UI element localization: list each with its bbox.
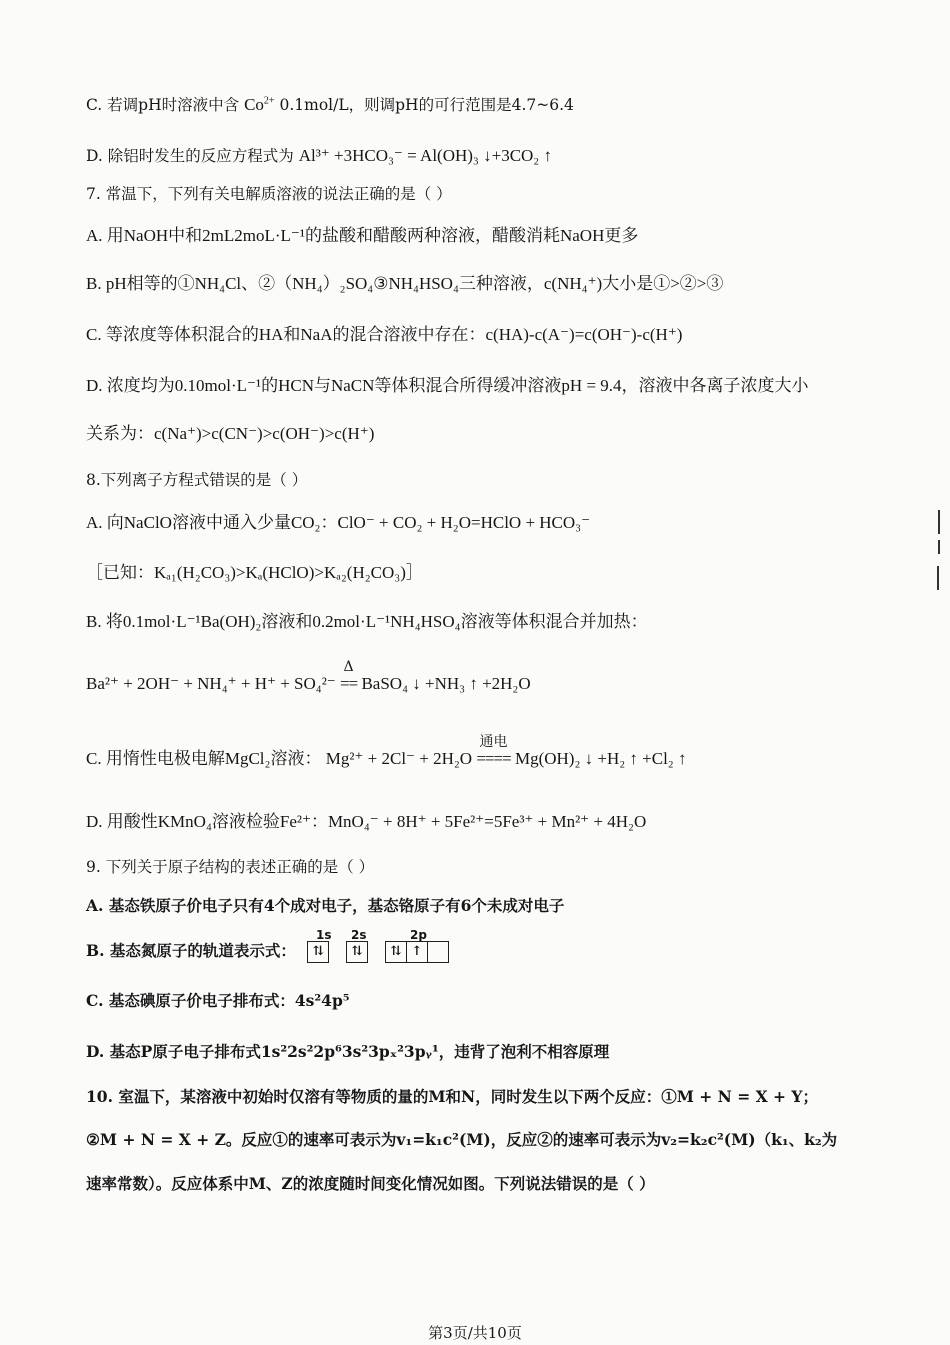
heat-symbol: Δ xyxy=(343,659,354,675)
option-label: C. xyxy=(86,96,103,114)
orbital-label-1s: 1s xyxy=(316,928,332,942)
q8-option-a-line2: ［已知：Kₐ₁(H₂CO₃)>Kₐ(HClO)>Kₐ₂(H₂CO₃)］ xyxy=(86,563,423,582)
electrolysis-arrow: 通电 ==== xyxy=(476,748,510,770)
q8-stem: 8.下列离子方程式错误的是（ ） xyxy=(86,471,308,489)
orbital-diagram xyxy=(307,940,449,963)
orbital-label-2s: 2s xyxy=(351,928,367,942)
q7-option-d-line1: D. 浓度均为0.10mol·L⁻¹的HCN与NaCN等体积混合所得缓冲溶液pH = 9.4，溶液中各离子浓度大小 xyxy=(86,376,809,395)
option-text-tail: 0.1mol/L，则调pH的可行范围是4.7~6.4 xyxy=(279,96,574,114)
orbital-2s: ⇅ xyxy=(346,941,368,963)
electrolysis-label: 通电 xyxy=(479,734,508,750)
q7-option-a: A. 用NaOH中和2mL2moL·L⁻¹的盐酸和醋酸两种溶液，醋酸消耗NaOH更多 xyxy=(86,226,639,245)
option-text: C. 用惰性电极电解MgCl₂溶液： xyxy=(86,749,322,768)
q6-option-d xyxy=(86,145,552,167)
orbital-2p-2: ↑ xyxy=(407,941,428,963)
q10-line2: ②M + N = X + Z。反应①的速率可表示为v₁=k₁c²(M)，反应②的速率可表示为v₂=k₂c²(M)（k₁、k₂为 xyxy=(86,1130,838,1149)
heat-arrow: Δ == xyxy=(340,673,357,695)
option-text: B. 基态氮原子的轨道表示式： xyxy=(86,941,296,960)
q9-option-d: D. 基态P原子电子排布式1s²2s²2p⁶3s²3pₓ²3pᵧ¹，违背了泡利不相容原理 xyxy=(86,1042,610,1061)
equation-left: Ba²⁺ + 2OH⁻ + NH₄⁺ + H⁺ + SO₄²⁻ xyxy=(86,674,336,693)
scan-mark xyxy=(938,510,940,534)
q9-stem: 9. 下列关于原子结构的表述正确的是（ ） xyxy=(86,858,375,876)
orbital-2p-1: ⇅ xyxy=(385,941,407,963)
q7-option-d-line2: 关系为：c(Na⁺)>c(CN⁻)>c(OH⁻)>c(H⁺) xyxy=(86,424,375,443)
q8-option-b-line1: B. 将0.1mol·L⁻¹Ba(OH)₂溶液和0.2mol·L⁻¹NH₄HSO₄溶液等体积混合并加热： xyxy=(86,612,648,631)
q7-option-b: B. pH相等的①NH₄Cl、②（NH₄）₂SO₄③NH₄HSO₄三种溶液，c(NH₄⁺)大小是①>②>③ xyxy=(86,274,724,293)
page-footer: 第3页/共10页 xyxy=(428,1324,522,1342)
equation-right: BaSO₄ ↓ +NH₃ ↑ +2H₂O xyxy=(361,674,531,693)
equation-right: Mg(OH)₂ ↓ +H₂ ↑ +Cl₂ ↑ xyxy=(514,749,687,768)
q8-option-b-equation xyxy=(86,659,531,695)
orbital-label-2p: 2p xyxy=(410,928,427,942)
q9-option-b xyxy=(86,940,449,963)
equation-left: Mg²⁺ + 2Cl⁻ + 2H₂O xyxy=(325,749,473,768)
q9-option-a: A. 基态铁原子价电子只有4个成对电子，基态铬原子有6个未成对电子 xyxy=(86,896,565,915)
scan-mark xyxy=(938,540,940,554)
q9-option-c: C. 基态碘原子价电子排布式：4s²4p⁵ xyxy=(86,991,350,1010)
q7-option-c: C. 等浓度等体积混合的HA和NaA的混合溶液中存在：c(HA)-c(A⁻)=c(OH⁻)-c(H⁺) xyxy=(86,325,683,344)
orbital-2p-3 xyxy=(428,941,449,963)
q10-line3: 速率常数）。反应体系中M、Z的浓度随时间变化情况如图。下列说法错误的是（ ） xyxy=(86,1174,655,1193)
option-text: 除铝时发生的反应方程式为 xyxy=(107,147,294,165)
option-text: 若调pH时溶液中含 xyxy=(107,96,240,114)
q8-option-d: D. 用酸性KMnO₄溶液检验Fe²⁺：MnO₄⁻ + 8H⁺ + 5Fe²⁺=5Fe³⁺ + Mn²⁺ + 4H₂O xyxy=(86,812,647,831)
q7-stem: 7. 常温下，下列有关电解质溶液的说法正确的是（ ） xyxy=(86,185,452,203)
q8-option-c xyxy=(86,734,687,770)
equation: Al³⁺ +3HCO₃⁻ = Al(OH)₃ ↓+3CO₂ ↑ xyxy=(298,146,552,165)
orbital-1s: ⇅ xyxy=(307,941,329,963)
q10-line1: 10. 室温下，某溶液中初始时仅溶有等物质的量的M和N，同时发生以下两个反应：①M + N = X + Y； xyxy=(86,1087,818,1106)
option-label: D. xyxy=(86,147,103,165)
scan-mark xyxy=(937,566,939,590)
q6-option-c xyxy=(86,94,574,116)
cobalt-ion: $Co^{2+}$ xyxy=(244,95,275,114)
q8-option-a-line1: A. 向NaClO溶液中通入少量CO₂：ClO⁻ + CO₂ + H₂O=HClO + HCO₃⁻ xyxy=(86,513,591,532)
